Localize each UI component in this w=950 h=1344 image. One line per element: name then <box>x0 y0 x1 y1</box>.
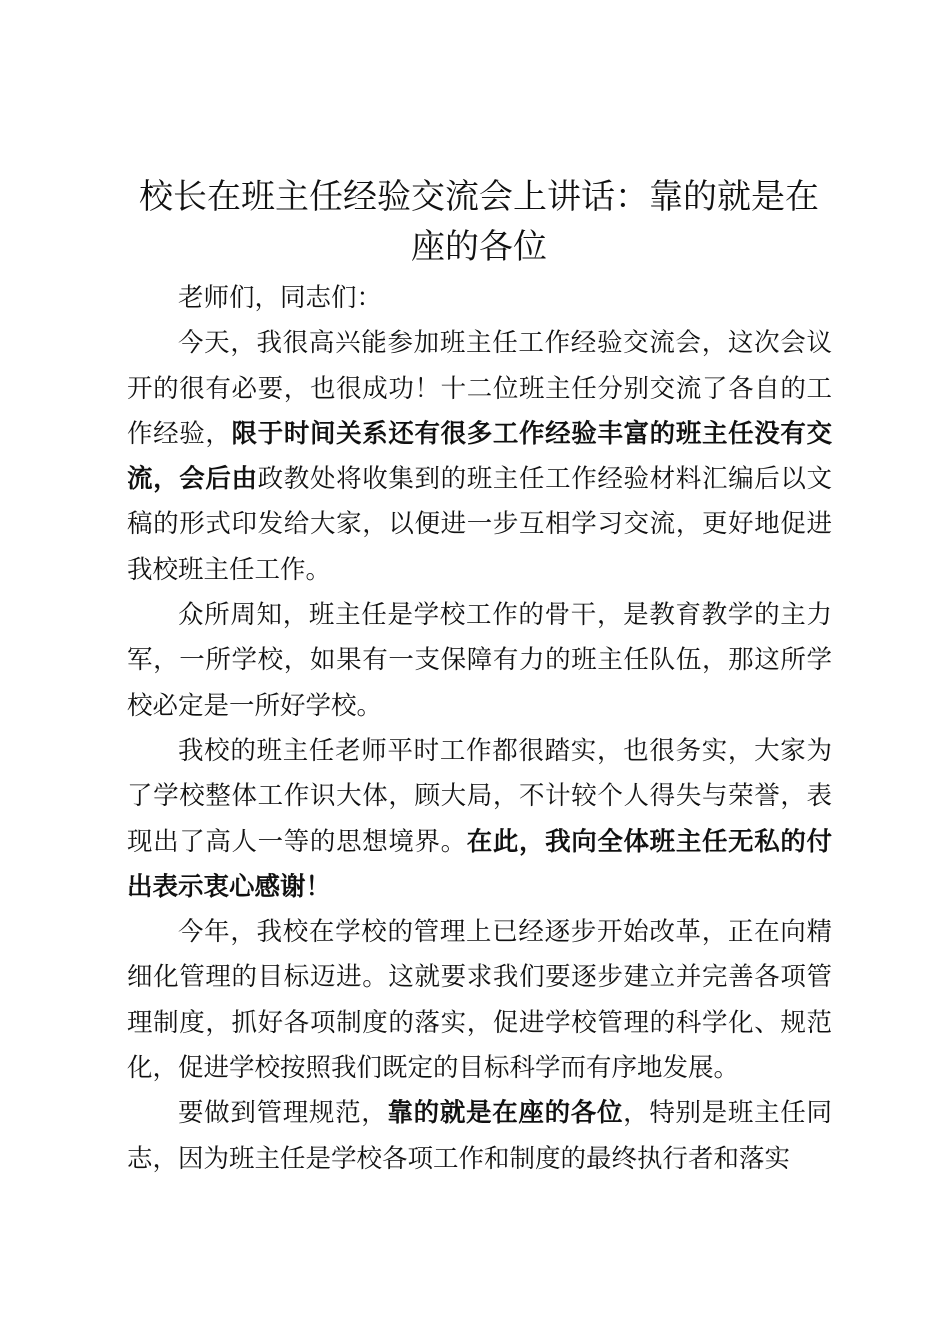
paragraph-text: 今年，我校在学校的管理上已经逐步开始改革，正在向精细化管理的目标迈进。这就要求我们要逐步建立并完善各项管理制度，抓好各项制度的落实，促进学校管理的科学化、规范化，促进学校按照我们既定的目标科学而有序地发展。 <box>127 917 832 1084</box>
paragraph-5 <box>127 1091 832 1182</box>
paragraph-text: 政教处将收集到的班主任工作经验材料汇编后以文稿的形式印发给大家，以便进一步互相学习交流，更好地促进我校班主任工作。 <box>127 464 832 585</box>
paragraph-3 <box>127 729 832 910</box>
paragraph-text: 要做到管理规范， <box>178 1098 388 1129</box>
paragraph-text: ，特别是班主任同志，因为班主任是学校各项工作和制度的最终执行者和落实 <box>127 1098 832 1174</box>
salutation: 老师们，同志们： <box>178 283 383 313</box>
document-title: 校长在班主任经验交流会上讲话：靠的就是在座的各位 <box>139 177 819 267</box>
paragraph-bold-text: 靠的就是在座的各位 <box>387 1098 624 1129</box>
document-body <box>127 276 832 1182</box>
paragraph-1 <box>127 321 832 593</box>
paragraph-text: 众所周知，班主任是学校工作的骨干，是教育教学的主力军，一所学校，如果有一支保障有力的班主任队伍，那这所学校必定是一所好学校。 <box>127 600 832 721</box>
paragraph-bold-text: 限于时间关系还有很多工作经验丰富的班主任没有交流，会后由 <box>127 418 832 495</box>
paragraph-text: 今天，我很高兴能参加班主任工作经验交流会，这次会议开的很有必要，也很成功！十二位班主任分别交流了各自的工作经验， <box>127 328 832 449</box>
paragraph-2 <box>127 593 832 729</box>
paragraph-4 <box>127 910 832 1091</box>
paragraph-bold-text: 在此，我向全体班主任无私的付出表示衷心感谢！ <box>127 826 832 902</box>
paragraph-text: 我校的班主任老师平时工作都很踏实，也很务实，大家为了学校整体工作识大体，顾大局，不计较个人得失与荣誉，表现出了高人一等的思想境界。 <box>127 735 832 857</box>
